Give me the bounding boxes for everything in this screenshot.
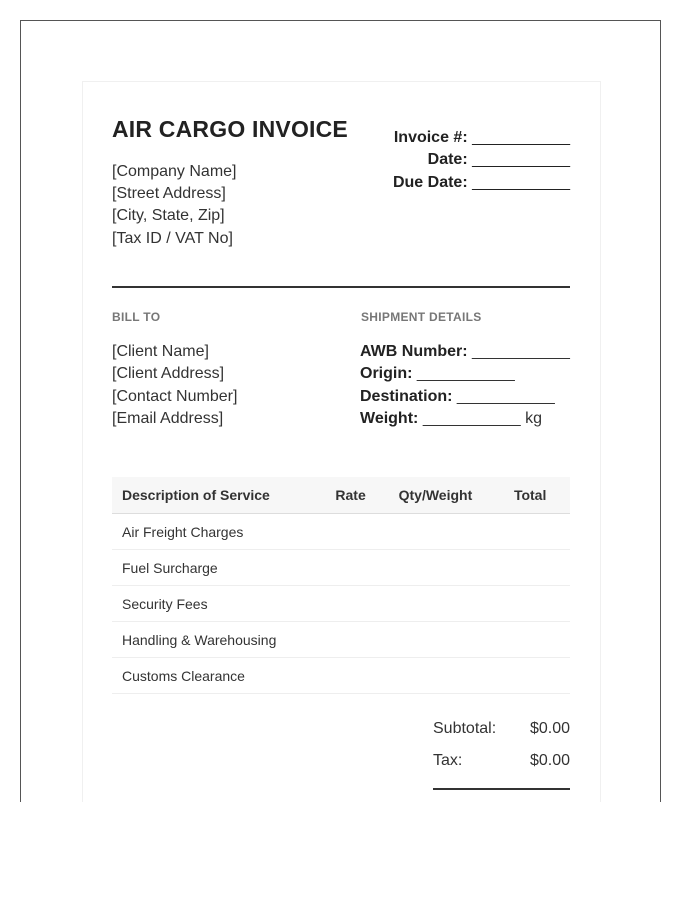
- weight-label: Weight:: [360, 410, 419, 427]
- origin-value[interactable]: ___________: [416, 365, 515, 382]
- invoice-number-label: Invoice #:: [393, 129, 468, 146]
- rate-cell[interactable]: [321, 586, 381, 622]
- invoice-number-field[interactable]: [370, 129, 570, 147]
- table-row: [112, 550, 570, 586]
- invoice-title: AIR CARGO INVOICE: [112, 116, 348, 142]
- col-description: Description of Service: [112, 477, 321, 514]
- date-label: Date:: [427, 151, 468, 168]
- qty-cell[interactable]: [381, 622, 491, 658]
- contact-number: [Contact Number]: [112, 388, 238, 405]
- tax-row: [433, 752, 570, 770]
- weight-value[interactable]: ___________: [422, 410, 521, 427]
- weight-unit: kg: [525, 410, 543, 427]
- date-field[interactable]: [370, 151, 570, 169]
- origin-label: Origin:: [360, 365, 413, 382]
- weight-field[interactable]: [360, 410, 542, 428]
- header-divider: [112, 286, 570, 288]
- company-city: [City, State, Zip]: [112, 207, 225, 224]
- destination-field[interactable]: [360, 388, 555, 406]
- client-name: [Client Name]: [112, 343, 209, 360]
- col-total: Total: [490, 477, 570, 514]
- due-date-label: Due Date:: [392, 174, 468, 191]
- total-cell: [490, 658, 570, 694]
- company-name: [Company Name]: [112, 163, 237, 180]
- shipment-details-heading: SHIPMENT DETAILS: [361, 310, 482, 324]
- rate-cell[interactable]: [321, 550, 381, 586]
- table-row: [112, 514, 570, 550]
- due-date-value[interactable]: ___________: [472, 174, 570, 191]
- table-row: [112, 658, 570, 694]
- invoice-number-value[interactable]: ___________: [472, 129, 570, 146]
- awb-number-field[interactable]: [360, 343, 570, 361]
- tax-label: Tax:: [433, 752, 463, 769]
- qty-cell[interactable]: [381, 514, 491, 550]
- total-cell: [490, 550, 570, 586]
- summary-divider: [433, 788, 570, 790]
- total-cell: [490, 586, 570, 622]
- table-row: [112, 586, 570, 622]
- client-address: [Client Address]: [112, 365, 225, 382]
- qty-cell[interactable]: [381, 550, 491, 586]
- services-table: [112, 477, 570, 694]
- service-description: Air Freight Charges: [112, 514, 321, 550]
- bill-to-heading: BILL TO: [112, 310, 161, 324]
- origin-field[interactable]: [360, 365, 515, 383]
- due-date-field[interactable]: [370, 174, 570, 192]
- service-description: Security Fees: [112, 586, 321, 622]
- email-address: [Email Address]: [112, 410, 224, 427]
- table-row: [112, 622, 570, 658]
- qty-cell[interactable]: [381, 658, 491, 694]
- rate-cell[interactable]: [321, 658, 381, 694]
- service-description: Customs Clearance: [112, 658, 321, 694]
- subtotal-row: [433, 720, 570, 738]
- awb-number-label: AWB Number:: [360, 343, 468, 360]
- rate-cell[interactable]: [321, 514, 381, 550]
- tax-value: $0.00: [529, 752, 570, 769]
- total-cell: [490, 622, 570, 658]
- total-cell: [490, 514, 570, 550]
- qty-cell[interactable]: [381, 586, 491, 622]
- awb-number-value[interactable]: ___________: [472, 343, 570, 360]
- destination-label: Destination:: [360, 388, 453, 405]
- col-rate: Rate: [321, 477, 381, 514]
- subtotal-label: Subtotal:: [433, 720, 497, 737]
- rate-cell[interactable]: [321, 622, 381, 658]
- table-header-row: [112, 477, 570, 514]
- service-description: Fuel Surcharge: [112, 550, 321, 586]
- date-value[interactable]: ___________: [472, 151, 570, 168]
- subtotal-value: $0.00: [529, 720, 570, 737]
- company-street: [Street Address]: [112, 185, 226, 202]
- col-qty-weight: Qty/Weight: [381, 477, 491, 514]
- destination-value[interactable]: ___________: [456, 388, 555, 405]
- service-description: Handling & Warehousing: [112, 622, 321, 658]
- company-tax-id: [Tax ID / VAT No]: [112, 230, 233, 247]
